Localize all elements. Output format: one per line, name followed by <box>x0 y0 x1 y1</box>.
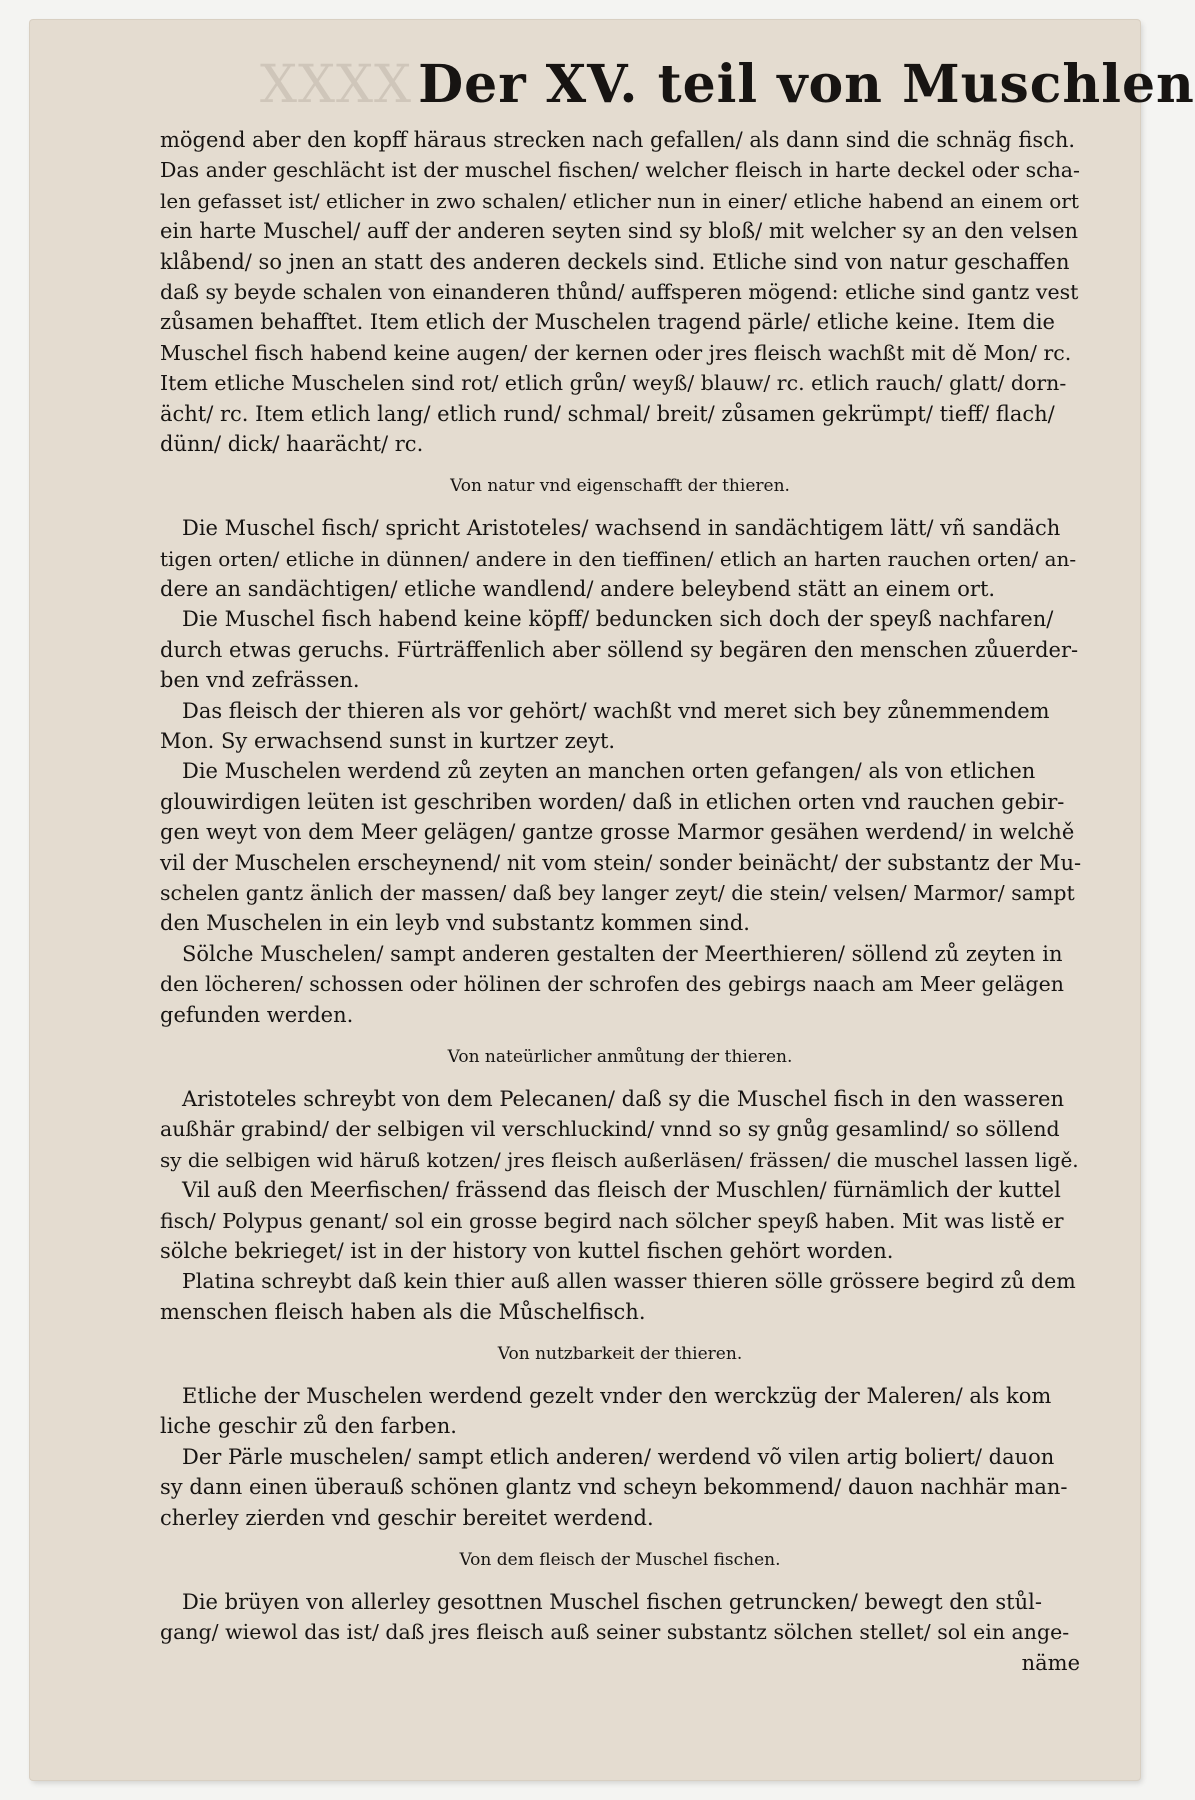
page-content <box>160 50 1195 1678</box>
text-line: mögend aber den kopff häraus strecken nach gefallen/ als dann sind die schnäg fisch. <box>160 128 1076 152</box>
text-line: durch etwas geruchs. Fürträffenlich aber söllend sy begären den menschen zůuerder- <box>160 637 1079 662</box>
text-line: gen weyt von dem Meer gelägen/ gantze grosse Marmor gesähen werdend/ in welchě <box>160 820 1075 845</box>
faded-header-text: XXXX <box>260 55 413 115</box>
text-line: fisch/ Polypus genant/ sol ein grosse begird nach sölcher speyß haben. Mit was listě er <box>160 1208 1064 1233</box>
text-line: tigen orten/ etliche in dünnen/ andere in den tieffinen/ etlich an harten rauchen orten/ an- <box>160 546 1077 571</box>
text-line: Etliche der Muschelen werdend gezelt vnder den werckzüg der Maleren/ als kom <box>182 1384 1052 1409</box>
text-line: ben vnd zefrässen. <box>160 668 360 693</box>
text-line: Die Muschel fisch/ spricht Aristoteles/ wachsend in sandächtigem lätt/ vñ sandäch <box>182 516 1061 541</box>
text-line: außhär grabind/ der selbigen vil verschluckind/ vnnd so sy gnůg gesamlind/ so söllend <box>160 1117 1060 1142</box>
text-line: Das ander geschlächt ist der muschel fischen/ welcher fleisch in harte deckel oder scha- <box>160 158 1080 183</box>
text-line: Vil auß den Meerfischen/ frässend das fleisch der Muschlen/ fürnämlich der kuttel <box>182 1178 1061 1203</box>
text-line: dünn/ dick/ haarächt/ rc. <box>160 431 424 456</box>
text-line: Die brüyen von allerley gesottnen Muschel fischen getruncken/ bewegt den stůl- <box>182 1590 1042 1615</box>
text-line: Mon. Sy erwachsend sunst in kurtzer zeyt. <box>160 729 616 754</box>
text-line: gefunden werden. <box>160 1002 354 1027</box>
text-line: Die Muschel fisch habend keine köpff/ beduncken sich doch der speyß nachfaren/ <box>182 607 1054 632</box>
text-line: sy dann einen überauß schönen glantz vnd scheyn bekommend/ dauon nachhär man- <box>160 1475 1068 1500</box>
running-header <box>260 50 1195 125</box>
text-line: Der Pärle muschelen/ sampt etlich anderen/ werdend võ vilen artig boliert/ dauon <box>182 1444 1055 1469</box>
text-line: Platina schreybt daß kein thier auß allen wasser thieren sölle grössere begird zů dem <box>182 1269 1076 1294</box>
text-line: Die Muschelen werdend zů zeyten an manchen orten gefangen/ als von etlichen <box>182 759 1036 784</box>
text-line: Muschel fisch habend keine augen/ der kernen oder jres fleisch wachßt mit dě Mon/ rc. <box>160 340 1072 365</box>
section-natur <box>160 471 1080 1030</box>
text-line: schelen gantz änlich der massen/ daß bey langer zeyt/ die stein/ velsen/ Marmor/ sampt <box>160 880 1075 905</box>
catchword: näme <box>1021 1650 1080 1675</box>
text-line: Aristoteles schreybt von dem Pelecanen/ daß sy die Muschel fisch in den wasseren <box>182 1086 1064 1111</box>
section-heading: Von nutzbarkeit der thieren. <box>497 1344 743 1365</box>
text-line: cherley zierden vnd geschir bereitet werdend. <box>160 1505 654 1530</box>
section-fleisch <box>160 1545 1080 1678</box>
text-line: Sölche Muschelen/ sampt anderen gestalten der Meerthieren/ söllend zů zeyten in <box>182 941 1063 966</box>
text-line: sölche bekrieget/ ist in der history von kuttel fischen gehört worden. <box>160 1238 894 1263</box>
text-line: vil der Muschelen erscheynend/ nit vom stein/ sonder beinächt/ der substantz der Mu- <box>160 850 1082 875</box>
text-line: glouwirdigen leüten ist geschriben worden/ daß in etlichen orten vnd rauchen gebir- <box>160 789 1065 814</box>
section-heading: Von dem fleisch der Muschel fischen. <box>459 1550 781 1571</box>
text-line: len gefasset ist/ etlicher in zwo schalen/ etlicher nun in einer/ etliche habend an einem ort <box>160 188 1079 213</box>
section-anmutung <box>160 1042 1080 1327</box>
section-nutzbarkeit <box>160 1339 1080 1533</box>
section-heading: Von nateürlicher anmůtung der thieren. <box>447 1046 793 1067</box>
text-line: klåbend/ so jnen an statt des anderen deckels sind. Etliche sind von natur geschaffen <box>160 249 1070 274</box>
text-line: ächt/ rc. Item etlich lang/ etlich rund/ schmal/ breit/ zůsamen gekrümpt/ tieff/ flach/ <box>160 401 1055 426</box>
text-line: den Muschelen in ein leyb vnd substantz kommen sind. <box>160 911 750 936</box>
section-heading: Von natur vnd eigenschafft der thieren. <box>450 476 790 497</box>
intro-paragraph <box>160 125 1080 459</box>
text-line: daß sy beyde schalen von einanderen thůnd/ auffsperen mögend: etliche sind gantz vest <box>160 279 1079 304</box>
text-line: sy die selbigen wid häruß kotzen/ jres fleisch außerläsen/ frässen/ die muschel lassen ligě. <box>160 1147 1079 1172</box>
text-line: den löcheren/ schossen oder hölinen der schrofen des gebirgs naach am Meer gelägen <box>160 972 1064 997</box>
text-line: ein harte Muschel/ auff der anderen seyten sind sy bloß/ mit welcher sy an den velsen <box>160 219 1079 244</box>
paper-sheet <box>30 20 1195 1780</box>
text-line: gang/ wiewol das ist/ daß jres fleisch auß seiner substantz sölchen stellet/ sol ein ange- <box>160 1620 1070 1645</box>
text-line: dere an sandächtigen/ etliche wandlend/ andere beleybend stätt an einem ort. <box>160 577 996 602</box>
text-line: liche geschir zů den farben. <box>160 1414 457 1439</box>
text-line: Das fleisch der thieren als vor gehört/ wachßt vnd meret sich bey zůnemmendem <box>182 698 1050 723</box>
header-title: Der XV. teil von Muschlen <box>418 54 1195 115</box>
text-line: Item etliche Muschelen sind rot/ etlich grůn/ weyß/ blauw/ rc. etlich rauch/ glatt/ dorn- <box>160 371 1067 396</box>
text-line: zůsamen behafftet. Item etlich der Muschelen tragend pärle/ etliche keine. Item die <box>160 310 1055 335</box>
text-line: menschen fleisch haben als die Můschelfisch. <box>160 1299 646 1324</box>
